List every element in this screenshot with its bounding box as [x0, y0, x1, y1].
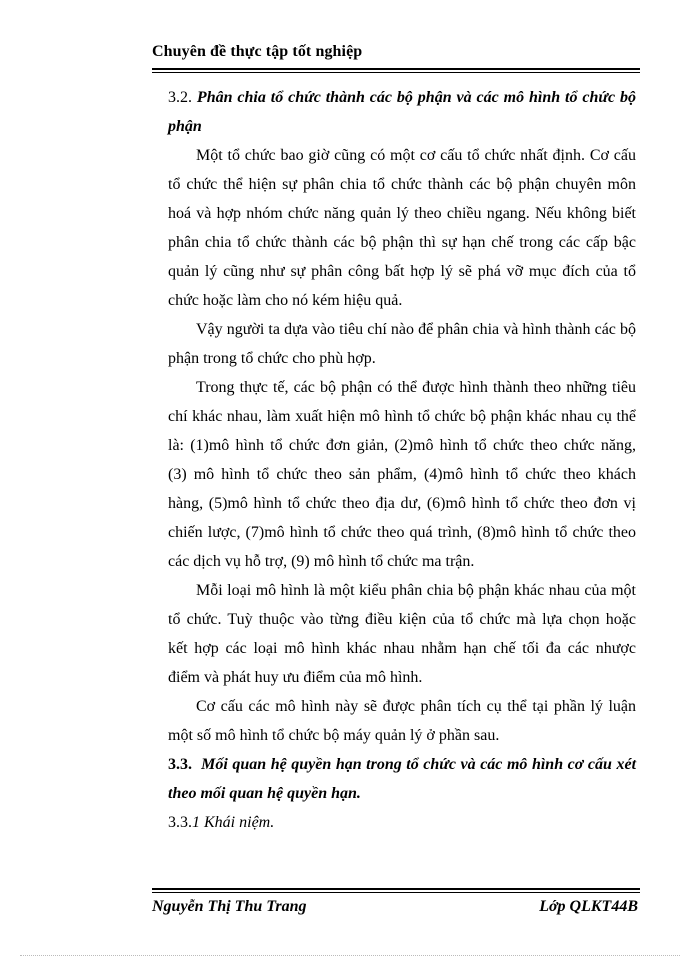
paragraph-line: Trong thực tế, các bộ phận có thể được hình thành theo những tiêu [196, 379, 636, 396]
section-3-3-heading-cont [168, 779, 636, 808]
paragraph-line: một số mô hình tổ chức bộ máy quản lý ở phần sau. [168, 727, 500, 744]
section-3-2-heading-cont [168, 112, 636, 141]
paragraph-line: tổ chức. Tuỳ thuộc vào từng điều kiện của tổ chức mà lựa chọn hoặc [168, 611, 636, 628]
paragraph-line: Mỗi loại mô hình là một kiểu phân chia bộ phận khác nhau của một [196, 582, 636, 599]
section-title-cont: theo mối quan hệ quyền hạn. [168, 785, 361, 802]
paragraph-line: chức hoặc làm cho nó kém hiệu quả. [168, 292, 403, 309]
subsection-title: 1 Khái niệm. [192, 814, 275, 831]
document-body [168, 83, 636, 837]
paragraph-line: Một tổ chức bao giờ cũng có một cơ cấu tổ chức nhất định. Cơ cấu [196, 147, 636, 164]
paragraph-line: các dịch vụ hỗ trợ, (9) mô hình tổ chức ma trận. [168, 553, 475, 570]
paragraph-line: Vậy người ta dựa vào tiêu chí nào để phân chia và hình thành các bộ [196, 321, 636, 338]
footer-rule-thick [152, 888, 640, 890]
paragraph-line: phân chia tổ chức thành các bộ phận thì sự hạn chế trong các cấp bậc [168, 234, 636, 251]
section-number: 3.2. [168, 89, 192, 106]
section-3-2-heading [168, 83, 636, 112]
paragraph-line: chí khác nhau, làm xuất hiện mô hình tổ chức bộ phận khác nhau cụ thể [168, 408, 636, 425]
page-bottom-dotted-border [20, 955, 680, 956]
header-rule-thick [152, 68, 640, 70]
paragraph-line: điểm và phát huy ưu điểm của mô hình. [168, 669, 423, 686]
subsection-3-3-1-heading [168, 808, 636, 837]
paragraph-line: (3) mô hình tổ chức theo sản phẩm, (4)mô hình tổ chức theo khách [168, 466, 636, 483]
subsection-number: 3.3. [168, 814, 192, 831]
paragraph-line: hàng, (5)mô hình tổ chức theo địa dư, (6)mô hình tổ chức theo đơn vị [168, 495, 636, 512]
paragraph-line: phận trong tổ chức cho phù hợp. [168, 350, 376, 367]
paragraph-line: là: (1)mô hình tổ chức đơn giản, (2)mô hình tổ chức theo chức năng, [168, 437, 636, 454]
paragraph-line: tổ chức thể hiện sự phân chia tổ chức thành các bộ phận chuyên môn [168, 176, 636, 193]
paragraph-line: hoá và hợp nhóm chức năng quản lý theo chiều ngang. Nếu không biết [168, 205, 636, 222]
section-title-cont: phận [168, 118, 202, 135]
footer-class: Lớp QLKT44B [539, 898, 638, 915]
section-3-3-heading [168, 750, 636, 779]
paragraph-line: Cơ cấu các mô hình này sẽ được phân tích cụ thể tại phần lý luận [196, 698, 636, 715]
paragraph-line: kết hợp các loại mô hình khác nhau nhằm hạn chế tối đa các nhược [168, 640, 636, 657]
paragraph-line: quản lý cũng như sự phân công bất hợp lý sẽ phá vỡ mục đích của tổ [168, 263, 636, 280]
paragraph-line: chiến lược, (7)mô hình tổ chức theo quá trình, (8)mô hình tổ chức theo [168, 524, 636, 541]
page-header-title: Chuyên đề thực tập tốt nghiệp [152, 43, 363, 60]
footer-author: Nguyễn Thị Thu Trang [152, 898, 307, 915]
section-number: 3.3. [168, 756, 192, 773]
footer-rule-thin [152, 892, 640, 893]
header-rule-thin [152, 72, 640, 73]
section-title: Phân chia tổ chức thành các bộ phận và các mô hình tổ chức bộ [196, 89, 637, 106]
section-title: Mối quan hệ quyền hạn trong tổ chức và các mô hình cơ cấu xét [201, 756, 637, 773]
